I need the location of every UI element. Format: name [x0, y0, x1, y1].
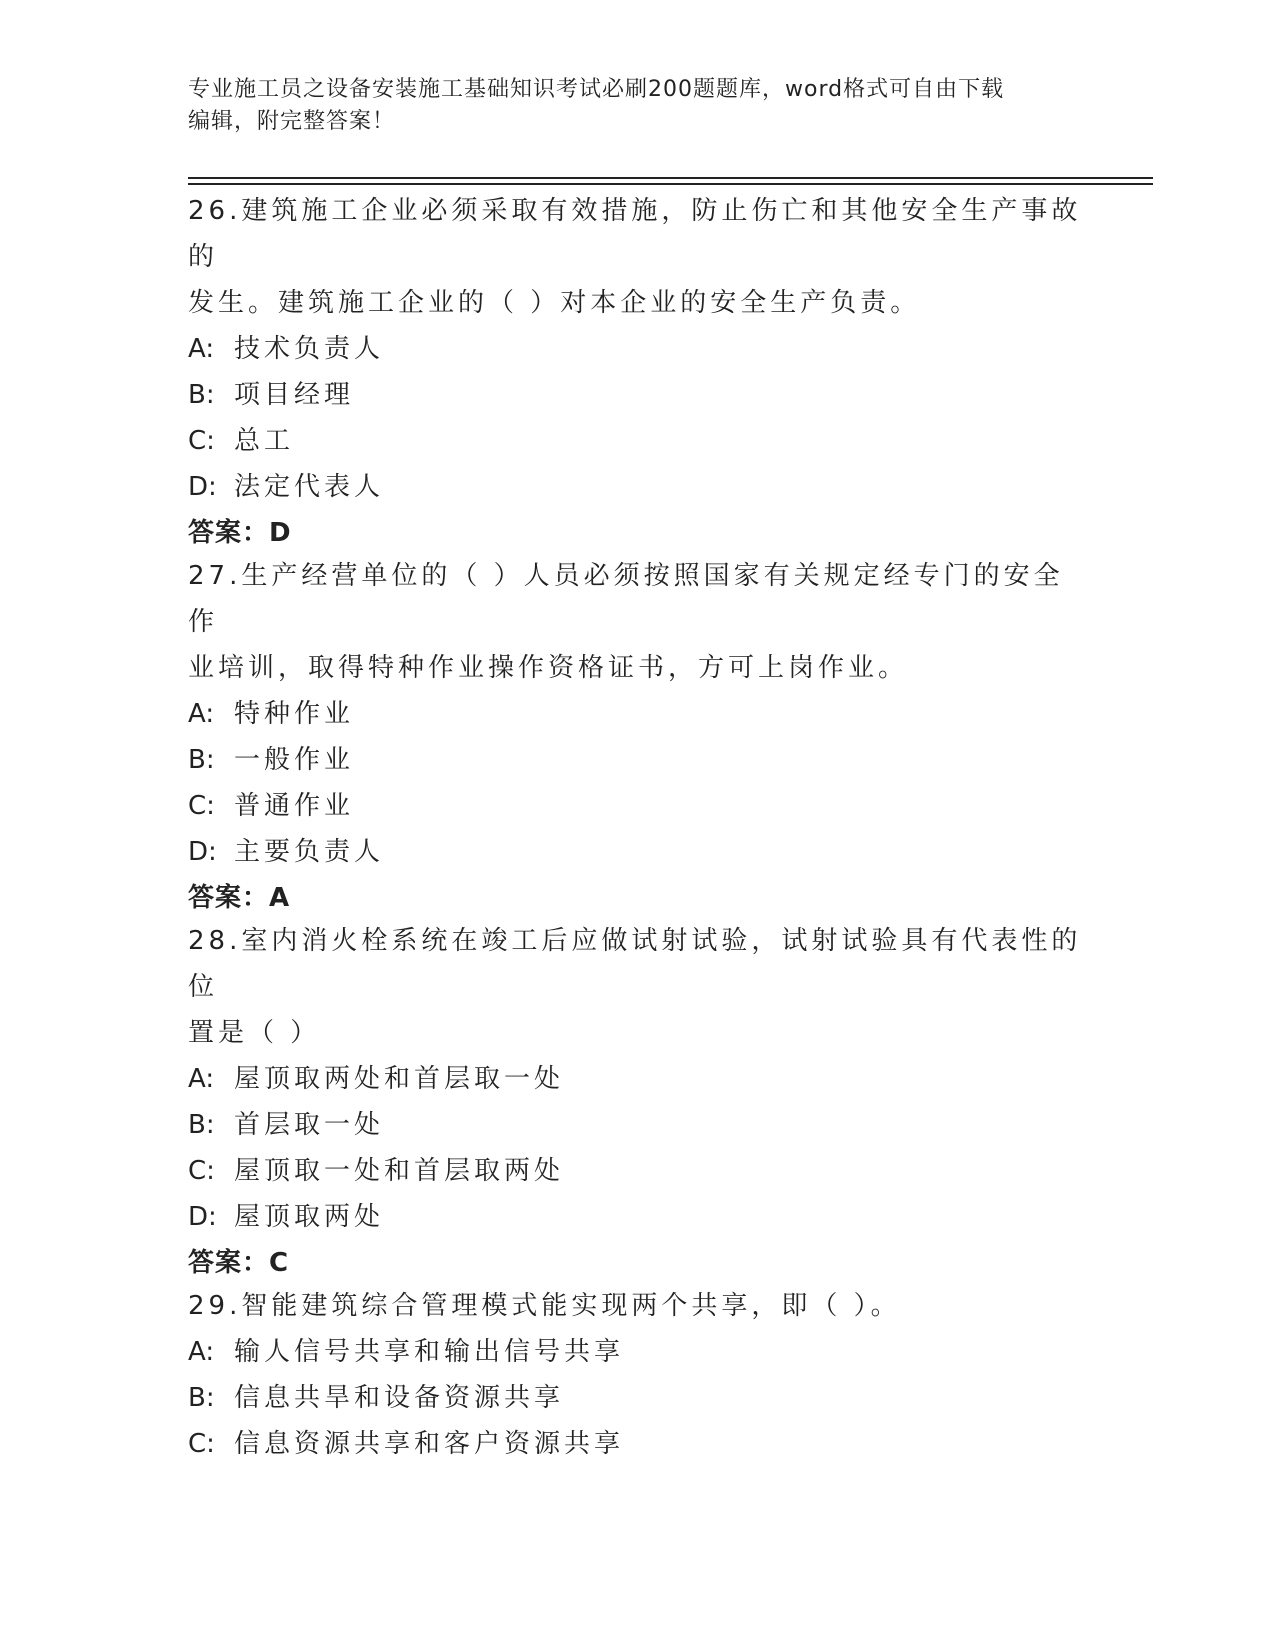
- option-key: A:: [188, 699, 215, 729]
- option-text: 技术负责人: [234, 334, 385, 364]
- answer-line: 答案：A: [188, 883, 291, 913]
- option-key: A:: [188, 1064, 215, 1094]
- header-divider-top: [188, 177, 1153, 179]
- option-text: 信息共旱和设备资源共享: [234, 1383, 565, 1413]
- option-text: 主要负责人: [234, 837, 385, 867]
- question-stem-line: 28.室内消火栓系统在竣工后应做试射试验，试射试验具有代表性的位: [188, 926, 1082, 1002]
- option-b: [188, 372, 1088, 418]
- header-title-line-2: 编辑，附完整答案！: [188, 109, 396, 134]
- option-c: [188, 1148, 1088, 1194]
- header-divider-bottom: [188, 183, 1153, 185]
- option-a: [188, 326, 1088, 372]
- question-stem-line: 发生。建筑施工企业的（ ）对本企业的安全生产负责。: [188, 288, 921, 318]
- option-key: C:: [188, 1429, 215, 1459]
- option-d: [188, 464, 1088, 510]
- question-29: [188, 1283, 1088, 1467]
- question-stem-line: 27.生产经营单位的（ ）人员必须按照国家有关规定经专门的安全作: [188, 561, 1064, 637]
- option-a: [188, 1329, 1088, 1375]
- document-header: [188, 74, 1068, 138]
- option-text: 屋顶取一处和首层取两处: [234, 1156, 565, 1186]
- question-stem-line: 置是（ ）: [188, 1018, 321, 1048]
- option-text: 项目经理: [234, 380, 355, 410]
- option-key: A:: [188, 1337, 215, 1367]
- option-text: 输人信号共享和输出信号共享: [234, 1337, 625, 1367]
- option-text: 法定代表人: [234, 472, 385, 502]
- option-text: 信息资源共享和客户资源共享: [234, 1429, 625, 1459]
- option-key: C:: [188, 791, 215, 821]
- option-text: 普通作业: [234, 791, 355, 821]
- option-key: B:: [188, 745, 215, 775]
- answer-line: 答案：D: [188, 518, 292, 548]
- question-26: [188, 188, 1088, 556]
- option-key: D:: [188, 472, 217, 502]
- option-c: [188, 418, 1088, 464]
- question-stem-line: 业培训，取得特种作业操作资格证书，方可上岗作业。: [188, 653, 909, 683]
- option-b: [188, 1375, 1088, 1421]
- option-key: C:: [188, 1156, 215, 1186]
- question-stem-line: 26.建筑施工企业必须采取有效措施，防止伤亡和其他安全生产事故的: [188, 196, 1082, 272]
- option-text: 屋顶取两处: [234, 1202, 385, 1232]
- option-d: [188, 829, 1088, 875]
- option-key: B:: [188, 1383, 215, 1413]
- option-text: 屋顶取两处和首层取一处: [234, 1064, 565, 1094]
- answer-line: 答案：C: [188, 1248, 290, 1278]
- option-key: C:: [188, 426, 215, 456]
- option-c: [188, 1421, 1088, 1467]
- option-d: [188, 1194, 1088, 1240]
- question-stem-line: 29.智能建筑综合管理模式能实现两个共享，即（ ）。: [188, 1291, 901, 1321]
- header-title-line-1: 专业施工员之设备安装施工基础知识考试必刷200题题库，word格式可自由下载: [188, 77, 1005, 102]
- option-text: 首层取一处: [234, 1110, 385, 1140]
- option-text: 总工: [234, 426, 295, 456]
- option-text: 一般作业: [234, 745, 355, 775]
- option-b: [188, 1102, 1088, 1148]
- question-28: [188, 918, 1088, 1286]
- option-key: B:: [188, 380, 215, 410]
- option-key: D:: [188, 837, 217, 867]
- option-key: B:: [188, 1110, 215, 1140]
- option-a: [188, 1056, 1088, 1102]
- option-b: [188, 737, 1088, 783]
- option-a: [188, 691, 1088, 737]
- option-key: A:: [188, 334, 215, 364]
- option-c: [188, 783, 1088, 829]
- option-text: 特种作业: [234, 699, 355, 729]
- option-key: D:: [188, 1202, 217, 1232]
- question-27: [188, 553, 1088, 921]
